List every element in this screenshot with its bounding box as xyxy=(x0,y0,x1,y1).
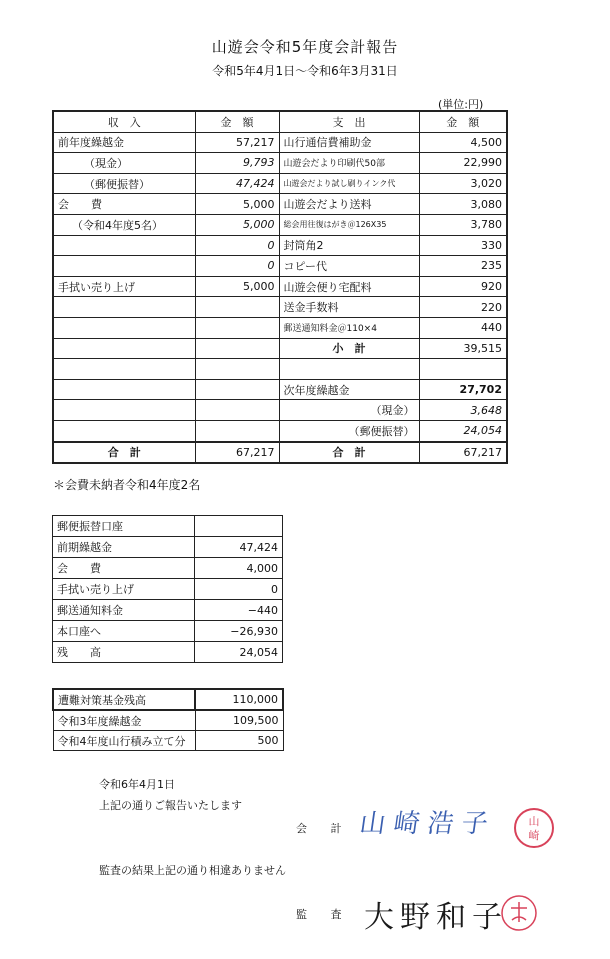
expense-label: コピー代 xyxy=(279,256,419,277)
postal-title-blank xyxy=(195,516,283,537)
total-label-expense: 合 計 xyxy=(279,442,419,464)
expense-amount: 4,500 xyxy=(419,132,507,153)
unit-label: (単位:円) xyxy=(438,98,484,111)
table-row xyxy=(53,420,507,441)
postal-title-row xyxy=(53,516,283,537)
svg-text:山: 山 xyxy=(528,815,540,828)
accountant-label: 会 計 xyxy=(296,822,352,835)
income-amount: 5,000 xyxy=(195,214,279,235)
income-amount xyxy=(195,400,279,421)
postal-account-table xyxy=(52,515,283,663)
postal-label: 手拭い売り上げ xyxy=(53,579,195,600)
fund-label: 令和3年度繰越金 xyxy=(53,710,195,731)
income-label xyxy=(53,379,195,400)
income-label xyxy=(53,235,195,256)
expense-label: （郵便振替） xyxy=(279,420,419,441)
total-label-income: 合 計 xyxy=(53,442,195,464)
report-statement: 上記の通りご報告いたします xyxy=(99,799,242,812)
expense-label: 送金手数料 xyxy=(279,297,419,318)
income-label xyxy=(53,400,195,421)
header-income: 収 入 xyxy=(53,111,195,132)
income-amount xyxy=(195,379,279,400)
auditor-seal xyxy=(498,892,540,934)
total-expense: 67,217 xyxy=(419,442,507,464)
accountant-signature: 山崎浩子 xyxy=(357,809,498,839)
expense-amount: 3,020 xyxy=(419,173,507,194)
income-amount xyxy=(195,420,279,441)
postal-label: 本口座へ xyxy=(53,621,195,642)
expense-amount: 39,515 xyxy=(419,338,507,359)
expense-label: 封筒角2 xyxy=(279,235,419,256)
expense-label xyxy=(279,359,419,380)
expense-amount: 3,648 xyxy=(419,400,507,421)
income-label xyxy=(53,297,195,318)
table-row xyxy=(53,621,283,642)
fund-label: 令和4年度山行積み立て分 xyxy=(53,731,195,751)
fund-label: 遭難対策基金残高 xyxy=(53,689,195,710)
expense-amount: 220 xyxy=(419,297,507,318)
expense-label: 山遊会だより印刷代50部 xyxy=(279,153,419,174)
postal-amount: 24,054 xyxy=(195,642,283,663)
postal-amount: 0 xyxy=(195,579,283,600)
table-row xyxy=(53,689,283,710)
expense-label: （現金） xyxy=(279,400,419,421)
fund-amount: 109,500 xyxy=(195,710,283,731)
income-amount: 57,217 xyxy=(195,132,279,153)
table-row xyxy=(53,642,283,663)
expense-label: 郵送通知料金＠110×4 xyxy=(279,317,419,338)
postal-label: 郵送通知料金 xyxy=(53,600,195,621)
table-row xyxy=(53,359,507,380)
expense-label: 総会用往復はがき＠126X35 xyxy=(279,214,419,235)
postal-title: 郵便振替口座 xyxy=(53,516,195,537)
total-row xyxy=(53,442,507,464)
table-row xyxy=(53,558,283,579)
table-row xyxy=(53,297,507,318)
income-label xyxy=(53,317,195,338)
svg-text:崎: 崎 xyxy=(528,829,540,842)
auditor-label: 監 査 xyxy=(296,908,352,921)
report-title: 山遊会令和5年度会計報告 xyxy=(211,38,399,56)
expense-label: 山遊会だより試し刷りインク代 xyxy=(279,173,419,194)
table-row xyxy=(53,379,507,400)
income-label: （令和4年度5名） xyxy=(53,214,195,235)
expense-label: 次年度繰越金 xyxy=(279,379,419,400)
expense-amount: 24,054 xyxy=(419,420,507,441)
table-row xyxy=(53,173,507,194)
table-row xyxy=(53,400,507,421)
income-label: （現金） xyxy=(53,153,195,174)
header-expense: 支 出 xyxy=(279,111,419,132)
expense-label: 山行通信費補助金 xyxy=(279,132,419,153)
expense-label: 小 計 xyxy=(279,338,419,359)
expense-label: 山遊会便り宅配料 xyxy=(279,276,419,297)
accountant-seal xyxy=(512,806,556,850)
expense-amount: 440 xyxy=(419,317,507,338)
postal-amount: −440 xyxy=(195,600,283,621)
table-row xyxy=(53,235,507,256)
expense-amount: 22,990 xyxy=(419,153,507,174)
expense-amount: 27,702 xyxy=(419,379,507,400)
postal-label: 会 費 xyxy=(53,558,195,579)
income-amount: 9,793 xyxy=(195,153,279,174)
income-label xyxy=(53,359,195,380)
fund-amount: 500 xyxy=(195,731,283,751)
expense-amount: 330 xyxy=(419,235,507,256)
income-label xyxy=(53,420,195,441)
postal-label: 前期繰越金 xyxy=(53,537,195,558)
income-amount xyxy=(195,338,279,359)
expense-label: 山遊会だより送料 xyxy=(279,194,419,215)
table-row xyxy=(53,153,507,174)
income-amount xyxy=(195,359,279,380)
income-label: 前年度繰越金 xyxy=(53,132,195,153)
income-amount: 0 xyxy=(195,235,279,256)
income-label xyxy=(53,256,195,277)
table-row xyxy=(53,132,507,153)
report-period: 令和5年4月1日～令和6年3月31日 xyxy=(212,64,398,78)
income-amount xyxy=(195,317,279,338)
income-label: （郵便振替） xyxy=(53,173,195,194)
fund-table xyxy=(52,688,284,751)
table-row xyxy=(53,731,283,751)
unpaid-note: ＊会費未納者令和4年度2名 xyxy=(53,478,201,492)
header-row xyxy=(53,111,507,132)
table-row xyxy=(53,710,283,731)
postal-amount: −26,930 xyxy=(195,621,283,642)
table-row xyxy=(53,579,283,600)
income-amount: 5,000 xyxy=(195,194,279,215)
expense-amount: 920 xyxy=(419,276,507,297)
income-amount: 5,000 xyxy=(195,276,279,297)
header-amount-in: 金 額 xyxy=(195,111,279,132)
postal-amount: 47,424 xyxy=(195,537,283,558)
income-amount xyxy=(195,297,279,318)
table-row xyxy=(53,194,507,215)
table-row xyxy=(53,214,507,235)
table-row xyxy=(53,537,283,558)
table-row xyxy=(53,338,507,359)
income-label: 会 費 xyxy=(53,194,195,215)
expense-amount xyxy=(419,359,507,380)
header-amount-out: 金 額 xyxy=(419,111,507,132)
table-row xyxy=(53,256,507,277)
table-row xyxy=(53,600,283,621)
table-row xyxy=(53,276,507,297)
expense-amount: 3,780 xyxy=(419,214,507,235)
expense-amount: 3,080 xyxy=(419,194,507,215)
auditor-signature: 大野和子 xyxy=(364,900,508,935)
total-income: 67,217 xyxy=(195,442,279,464)
expense-amount: 235 xyxy=(419,256,507,277)
postal-amount: 4,000 xyxy=(195,558,283,579)
income-label: 手拭い売り上げ xyxy=(53,276,195,297)
income-amount: 47,424 xyxy=(195,173,279,194)
audit-statement: 監査の結果上記の通り相違ありません xyxy=(99,864,286,877)
table-row xyxy=(53,317,507,338)
income-label xyxy=(53,338,195,359)
income-expense-table xyxy=(52,110,508,464)
report-date: 令和6年4月1日 xyxy=(99,778,175,791)
postal-label: 残 高 xyxy=(53,642,195,663)
fund-amount: 110,000 xyxy=(195,689,283,710)
income-amount: 0 xyxy=(195,256,279,277)
